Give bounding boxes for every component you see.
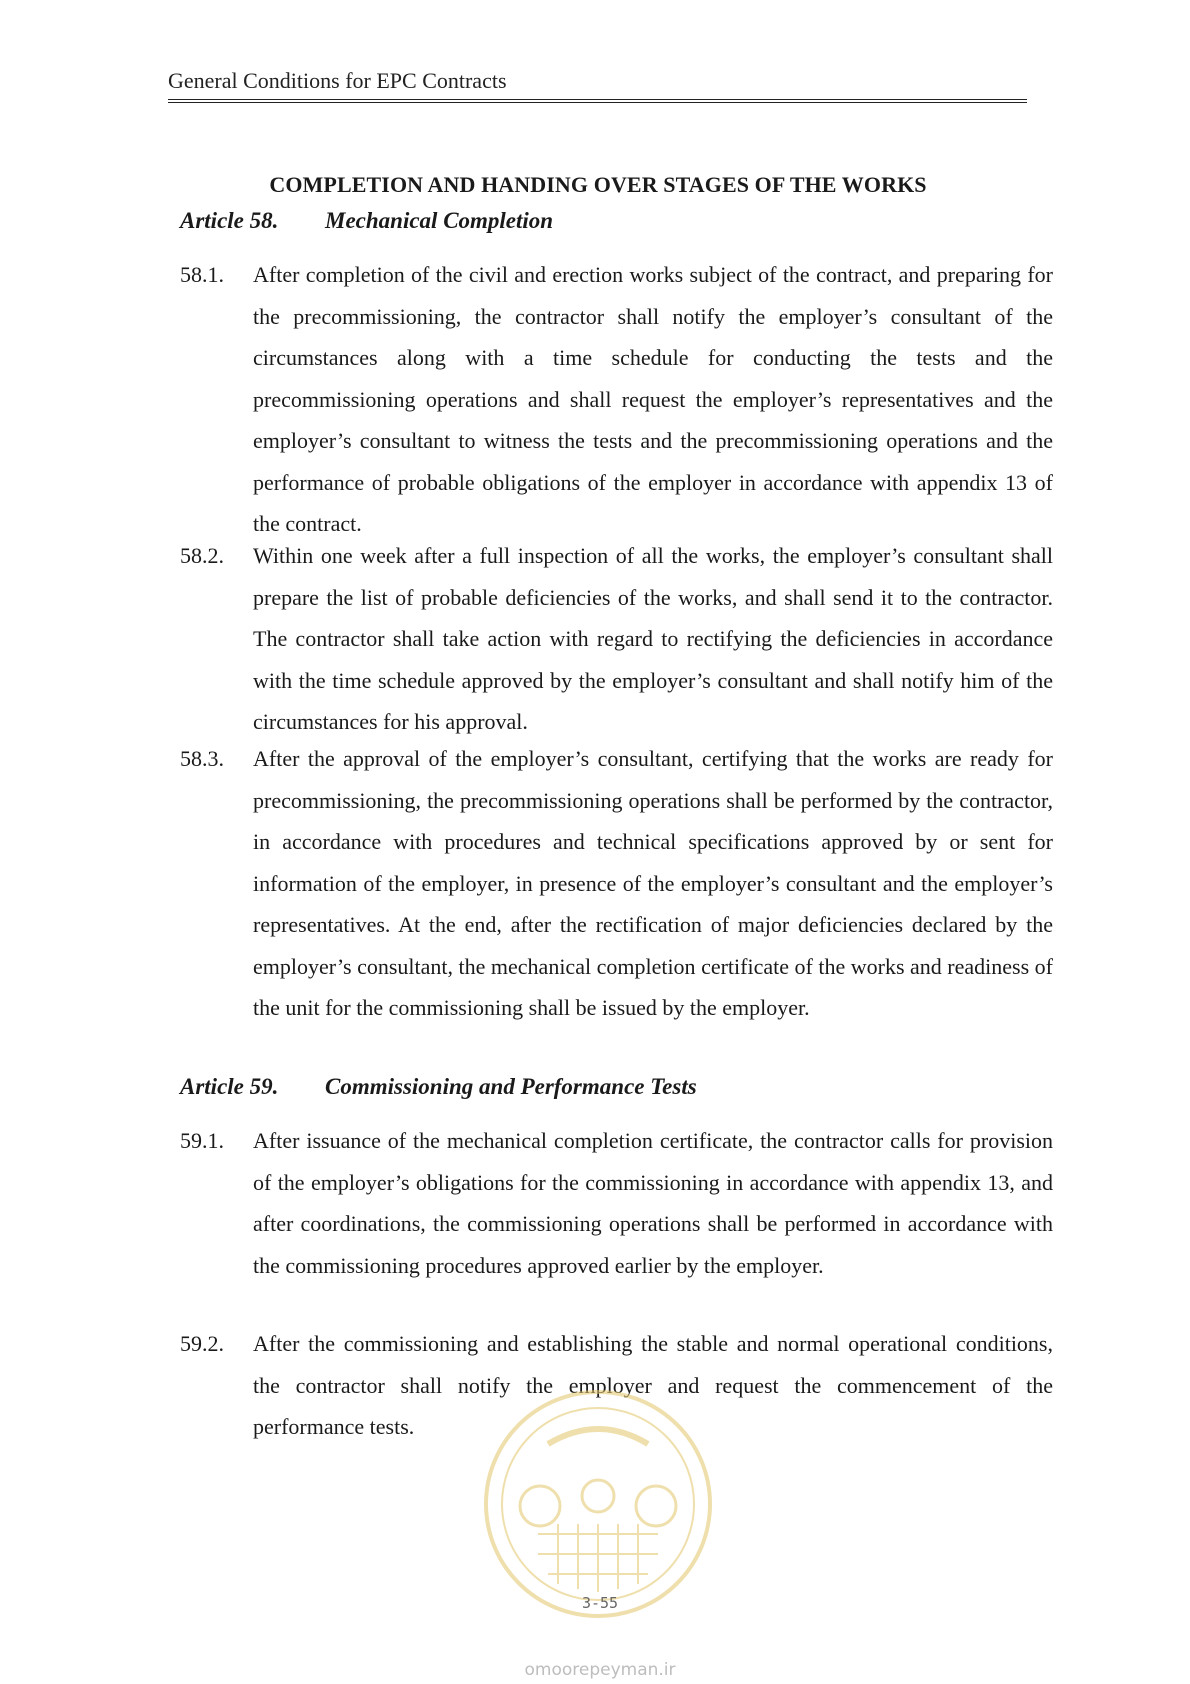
article-number: Article 59.	[180, 1074, 279, 1099]
clause-number: 58.3.	[180, 746, 224, 771]
clause-number: 58.1.	[180, 262, 224, 287]
clause-59-1	[180, 1120, 1053, 1286]
clause-number: 58.2.	[180, 543, 224, 568]
running-header: General Conditions for EPC Contracts	[168, 68, 507, 93]
clause-58-3	[180, 738, 1053, 1029]
article-58-heading	[180, 208, 553, 234]
clause-text: After the approval of the employer’s consultant, certifying that the works are ready for precommissioning, the precommissioning operations shall be performed by the contractor, in accordance with procedures and technical specifications approved by or sent for information of the employer, in presence of the employer’s consultant and the employer’s representatives. At the end, after the rectification of major deficiencies declared by the employer’s consultant, the mechanical completion certificate of the works and readiness of the unit for the commissioning shall be issued by the employer.	[253, 746, 1053, 1020]
clause-text: After the commissioning and establishing the stable and normal operational conditions, the contractor shall notify the employer and request the commencement of the performance tests.	[253, 1331, 1053, 1439]
clause-text: After completion of the civil and erection works subject of the contract, and preparing for the precommissioning, the contractor shall notify the employer’s consultant of the circumstances along with a time schedule for conducting the tests and the precommissioning operations and shall request the employer’s representatives and the employer’s consultant to witness the tests and the precommissioning operations and the performance of probable obligations of the employer in accordance with appendix 13 of the contract.	[253, 262, 1053, 536]
seal-watermark-icon	[478, 1384, 718, 1624]
clause-number: 59.1.	[180, 1128, 224, 1153]
article-title: Commissioning and Performance Tests	[325, 1074, 697, 1099]
clause-number: 59.2.	[180, 1331, 224, 1356]
section-title: COMPLETION AND HANDING OVER STAGES OF THE WORKS	[269, 172, 927, 197]
site-watermark-text: omoorepeyman.ir	[524, 1660, 676, 1680]
clause-text: After issuance of the mechanical completion certificate, the contractor calls for provision of the employer’s obligations for the commissioning in accordance with appendix 13, and after coordinations, the commissioning operations shall be performed in accordance with the commissioning procedures approved earlier by the employer.	[253, 1128, 1053, 1278]
clause-text: Within one week after a full inspection of all the works, the employer’s consultant shall prepare the list of probable deficiencies of the works, and shall send it to the contractor. The contractor shall take action with regard to rectifying the deficiencies in accordance with the time schedule approved by the employer’s consultant and shall notify him of the circumstances for his approval.	[253, 543, 1053, 734]
article-59-heading	[180, 1074, 697, 1100]
page-number: 3-55	[581, 1594, 619, 1612]
clause-58-2	[180, 535, 1053, 743]
header-double-rule	[168, 99, 1027, 103]
article-number: Article 58.	[180, 208, 279, 233]
article-title: Mechanical Completion	[325, 208, 554, 233]
clause-58-1	[180, 254, 1053, 545]
